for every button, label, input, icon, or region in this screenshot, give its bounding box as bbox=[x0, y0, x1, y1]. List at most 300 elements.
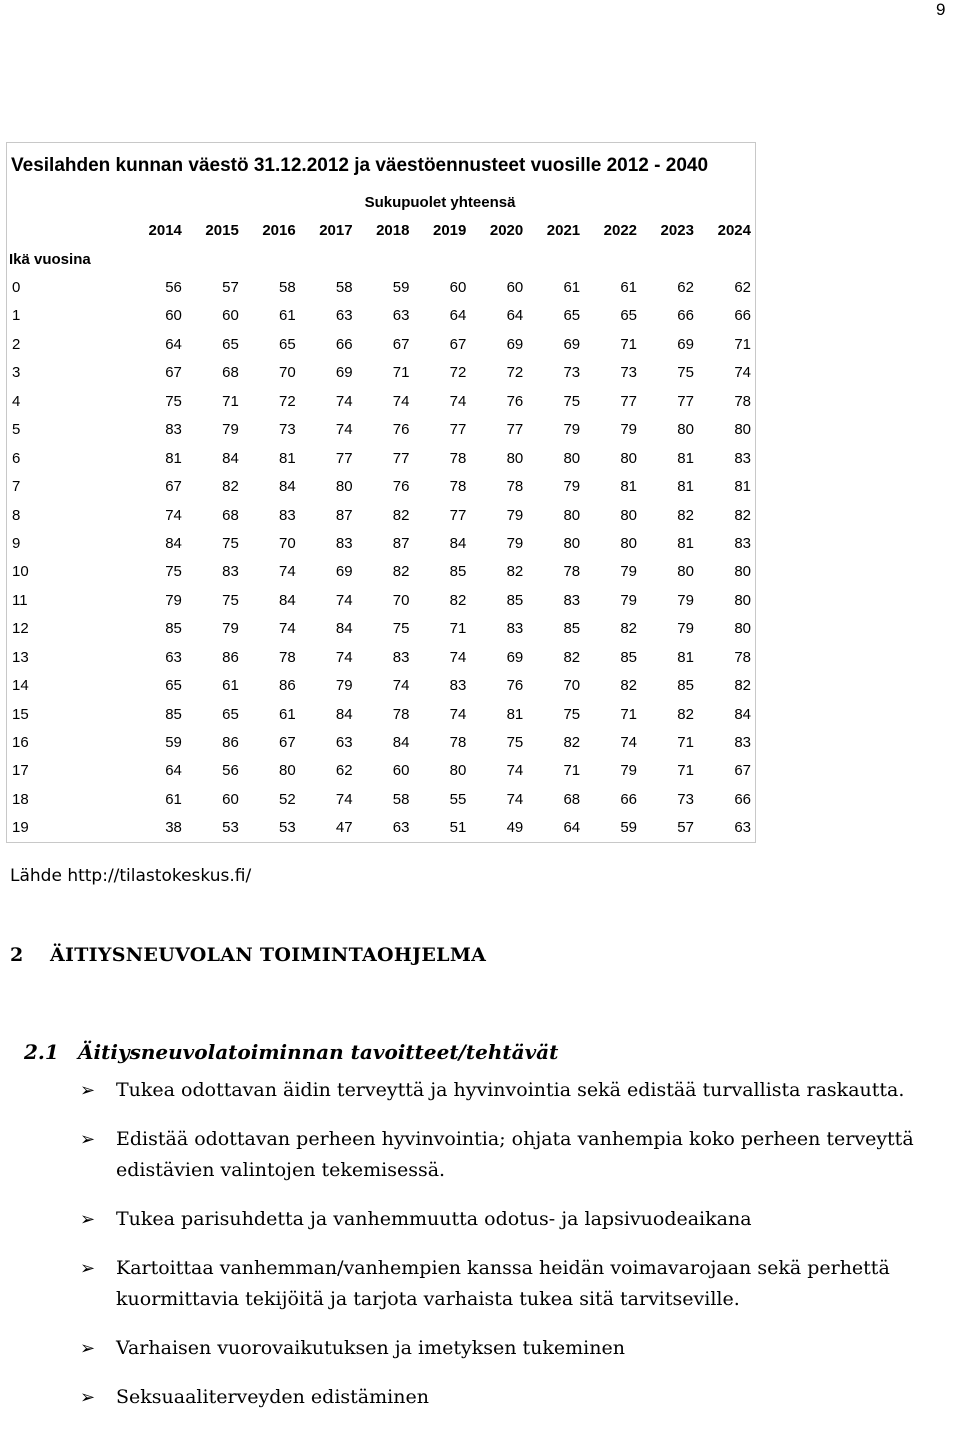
value-cell: 61 bbox=[279, 705, 296, 723]
value-cell: 82 bbox=[563, 648, 581, 666]
value-cell: 85 bbox=[165, 620, 182, 638]
value-cell: 63 bbox=[392, 819, 410, 837]
value-cell: 71 bbox=[620, 705, 638, 723]
value-cell: 79 bbox=[506, 506, 524, 524]
goal-text: Tukea parisuhdetta ja vanhemmuutta odotus- ja lapsivuodeaikana bbox=[116, 1208, 752, 1230]
value-cell: 68 bbox=[222, 506, 239, 524]
table-row bbox=[7, 814, 755, 842]
value-cell: 79 bbox=[620, 591, 638, 609]
value-cell: 59 bbox=[620, 819, 638, 837]
value-cell: 83 bbox=[279, 506, 296, 524]
section-heading bbox=[10, 944, 486, 966]
value-cell: 67 bbox=[449, 335, 467, 353]
value-cell: 61 bbox=[620, 279, 638, 297]
value-cell: 80 bbox=[563, 534, 581, 552]
value-cell: 70 bbox=[563, 677, 581, 695]
value-cell: 80 bbox=[449, 762, 467, 780]
table-row bbox=[7, 273, 755, 301]
value-cell: 82 bbox=[449, 591, 467, 609]
value-cell: 70 bbox=[392, 591, 410, 609]
value-cell: 73 bbox=[563, 364, 581, 382]
value-cell: 58 bbox=[392, 790, 410, 808]
value-cell: 81 bbox=[677, 449, 694, 467]
empty-cell bbox=[357, 245, 414, 273]
value-cell: 71 bbox=[222, 392, 239, 410]
value-cell: 60 bbox=[165, 307, 182, 325]
value-cell: 68 bbox=[222, 364, 239, 382]
empty-cell bbox=[413, 245, 470, 273]
table-row bbox=[7, 643, 755, 671]
value-cell: 84 bbox=[335, 705, 353, 723]
value-cell: 65 bbox=[222, 705, 239, 723]
value-cell: 59 bbox=[392, 279, 410, 297]
goal-item bbox=[80, 1382, 920, 1413]
value-cell: 79 bbox=[222, 620, 239, 638]
arrowhead-bullet-icon: ➢ bbox=[80, 1080, 96, 1101]
table-row bbox=[7, 444, 755, 472]
value-cell: 63 bbox=[392, 307, 410, 325]
value-cell: 77 bbox=[449, 421, 467, 439]
value-cell: 85 bbox=[449, 563, 467, 581]
value-cell: 75 bbox=[222, 591, 239, 609]
value-cell: 62 bbox=[335, 762, 353, 780]
value-cell: 82 bbox=[222, 478, 239, 496]
age-cell: 17 bbox=[12, 762, 29, 780]
population-table bbox=[7, 188, 755, 842]
value-cell: 74 bbox=[335, 392, 353, 410]
value-cell: 65 bbox=[222, 335, 239, 353]
value-cell: 70 bbox=[279, 364, 296, 382]
value-cell: 80 bbox=[734, 620, 751, 638]
value-cell: 63 bbox=[734, 819, 751, 837]
value-cell: 58 bbox=[335, 279, 353, 297]
value-cell: 78 bbox=[279, 648, 296, 666]
age-cell: 18 bbox=[12, 790, 29, 808]
value-cell: 78 bbox=[392, 705, 410, 723]
value-cell: 80 bbox=[620, 449, 638, 467]
arrowhead-bullet-icon: ➢ bbox=[80, 1258, 96, 1279]
value-cell: 67 bbox=[165, 478, 182, 496]
value-cell: 47 bbox=[335, 819, 353, 837]
table-row bbox=[7, 757, 755, 785]
value-cell: 74 bbox=[620, 734, 638, 752]
age-cell: 12 bbox=[12, 620, 29, 638]
value-cell: 78 bbox=[734, 392, 751, 410]
empty-cell bbox=[584, 245, 641, 273]
empty-cell bbox=[186, 245, 243, 273]
arrowhead-bullet-icon: ➢ bbox=[80, 1209, 96, 1230]
age-cell: 10 bbox=[12, 563, 29, 581]
value-cell: 80 bbox=[563, 449, 581, 467]
value-cell: 65 bbox=[165, 677, 182, 695]
year-header: 2021 bbox=[546, 222, 581, 240]
value-cell: 68 bbox=[563, 790, 581, 808]
value-cell: 82 bbox=[677, 705, 694, 723]
value-cell: 74 bbox=[165, 506, 182, 524]
table-title: Vesilahden kunnan väestö 31.12.2012 ja väestöennusteet vuosille 2012 - 2040 bbox=[11, 155, 709, 176]
goal-item bbox=[80, 1124, 920, 1186]
value-cell: 63 bbox=[335, 307, 353, 325]
value-cell: 71 bbox=[620, 335, 638, 353]
value-cell: 60 bbox=[222, 790, 239, 808]
empty-cell bbox=[641, 245, 698, 273]
value-cell: 83 bbox=[449, 677, 467, 695]
age-cell: 19 bbox=[12, 819, 29, 837]
table-row bbox=[7, 785, 755, 813]
value-cell: 81 bbox=[620, 478, 638, 496]
value-cell: 75 bbox=[506, 734, 524, 752]
value-cell: 53 bbox=[222, 819, 239, 837]
value-cell: 73 bbox=[620, 364, 638, 382]
value-cell: 77 bbox=[677, 392, 694, 410]
value-cell: 59 bbox=[165, 734, 182, 752]
value-cell: 81 bbox=[165, 449, 182, 467]
value-cell: 56 bbox=[222, 762, 239, 780]
value-cell: 75 bbox=[392, 620, 410, 638]
table-row bbox=[7, 387, 755, 415]
value-cell: 79 bbox=[677, 620, 694, 638]
value-cell: 83 bbox=[392, 648, 410, 666]
value-cell: 71 bbox=[677, 734, 694, 752]
year-header: 2016 bbox=[262, 222, 296, 240]
value-cell: 63 bbox=[165, 648, 182, 666]
value-cell: 69 bbox=[506, 648, 524, 666]
value-cell: 86 bbox=[222, 734, 239, 752]
table-row bbox=[7, 501, 755, 529]
goal-item bbox=[80, 1075, 920, 1106]
value-cell: 78 bbox=[563, 563, 581, 581]
year-header: 2017 bbox=[319, 222, 353, 240]
value-cell: 74 bbox=[279, 563, 296, 581]
table-row-label-header bbox=[7, 245, 755, 273]
value-cell: 77 bbox=[506, 421, 524, 439]
value-cell: 62 bbox=[734, 279, 751, 297]
value-cell: 65 bbox=[563, 307, 581, 325]
value-cell: 66 bbox=[620, 790, 638, 808]
value-cell: 78 bbox=[449, 478, 467, 496]
goal-text: Tukea odottavan äidin terveyttä ja hyvinvointia sekä edistää turvallista raskautta. bbox=[116, 1079, 905, 1101]
arrowhead-bullet-icon: ➢ bbox=[80, 1129, 96, 1150]
value-cell: 71 bbox=[563, 762, 581, 780]
value-cell: 81 bbox=[677, 478, 694, 496]
page-number: 9 bbox=[936, 0, 946, 19]
group-header: Sukupuolet yhteensä bbox=[364, 193, 516, 211]
value-cell: 79 bbox=[677, 591, 694, 609]
arrowhead-bullet-icon: ➢ bbox=[80, 1387, 96, 1408]
value-cell: 66 bbox=[677, 307, 694, 325]
value-cell: 61 bbox=[222, 677, 239, 695]
value-cell: 74 bbox=[335, 591, 353, 609]
value-cell: 60 bbox=[506, 279, 524, 297]
age-cell: 4 bbox=[12, 392, 21, 410]
value-cell: 66 bbox=[734, 307, 751, 325]
table-row bbox=[7, 586, 755, 614]
value-cell: 64 bbox=[165, 335, 182, 353]
value-cell: 66 bbox=[335, 335, 353, 353]
value-cell: 82 bbox=[392, 563, 410, 581]
value-cell: 72 bbox=[506, 364, 524, 382]
value-cell: 83 bbox=[222, 563, 239, 581]
value-cell: 65 bbox=[620, 307, 638, 325]
goals-list bbox=[80, 1075, 920, 1413]
age-cell: 9 bbox=[12, 534, 21, 552]
value-cell: 49 bbox=[506, 819, 524, 837]
table-row bbox=[7, 700, 755, 728]
value-cell: 80 bbox=[279, 762, 296, 780]
age-cell: 11 bbox=[12, 591, 28, 609]
value-cell: 74 bbox=[734, 364, 751, 382]
value-cell: 72 bbox=[279, 392, 296, 410]
value-cell: 55 bbox=[449, 790, 467, 808]
value-cell: 77 bbox=[449, 506, 467, 524]
age-cell: 1 bbox=[12, 307, 21, 325]
table-row bbox=[7, 615, 755, 643]
value-cell: 75 bbox=[165, 392, 182, 410]
year-header: 2015 bbox=[205, 222, 239, 240]
value-cell: 82 bbox=[563, 734, 581, 752]
value-cell: 81 bbox=[677, 648, 694, 666]
value-cell: 83 bbox=[734, 534, 751, 552]
value-cell: 76 bbox=[506, 392, 524, 410]
value-cell: 82 bbox=[677, 506, 694, 524]
value-cell: 80 bbox=[734, 421, 751, 439]
value-cell: 84 bbox=[449, 534, 467, 552]
value-cell: 83 bbox=[165, 421, 182, 439]
value-cell: 74 bbox=[392, 677, 410, 695]
goal-item bbox=[80, 1333, 920, 1364]
value-cell: 70 bbox=[279, 534, 296, 552]
value-cell: 84 bbox=[392, 734, 410, 752]
value-cell: 69 bbox=[335, 563, 353, 581]
value-cell: 56 bbox=[165, 279, 182, 297]
value-cell: 67 bbox=[734, 762, 751, 780]
age-cell: 3 bbox=[12, 364, 21, 382]
age-cell: 14 bbox=[12, 677, 29, 695]
value-cell: 61 bbox=[279, 307, 296, 325]
value-cell: 83 bbox=[335, 534, 353, 552]
value-cell: 84 bbox=[734, 705, 751, 723]
value-cell: 72 bbox=[449, 364, 467, 382]
age-cell: 0 bbox=[12, 279, 21, 297]
value-cell: 57 bbox=[677, 819, 694, 837]
value-cell: 78 bbox=[449, 449, 467, 467]
value-cell: 73 bbox=[677, 790, 694, 808]
table-row bbox=[7, 671, 755, 699]
value-cell: 79 bbox=[165, 591, 182, 609]
value-cell: 81 bbox=[279, 449, 296, 467]
year-header: 2018 bbox=[376, 222, 410, 240]
goal-text: Edistää odottavan perheen hyvinvointia; ohjata vanhempia koko perheen terveyttä edistävien valintojen tekemisessä. bbox=[116, 1128, 914, 1181]
value-cell: 76 bbox=[506, 677, 524, 695]
value-cell: 79 bbox=[620, 421, 638, 439]
value-cell: 67 bbox=[392, 335, 410, 353]
value-cell: 53 bbox=[279, 819, 296, 837]
value-cell: 71 bbox=[734, 335, 751, 353]
value-cell: 60 bbox=[222, 307, 239, 325]
year-header: 2019 bbox=[432, 222, 467, 240]
value-cell: 74 bbox=[335, 648, 353, 666]
empty-cell bbox=[129, 245, 186, 273]
age-cell: 8 bbox=[12, 506, 21, 524]
value-cell: 86 bbox=[222, 648, 239, 666]
value-cell: 75 bbox=[222, 534, 239, 552]
row-header-label: Ikä vuosina bbox=[9, 250, 91, 268]
value-cell: 82 bbox=[392, 506, 410, 524]
value-cell: 63 bbox=[335, 734, 353, 752]
table-row bbox=[7, 472, 755, 500]
value-cell: 64 bbox=[563, 819, 581, 837]
value-cell: 75 bbox=[563, 705, 581, 723]
value-cell: 81 bbox=[734, 478, 751, 496]
value-cell: 83 bbox=[734, 449, 751, 467]
empty-cell bbox=[7, 188, 129, 216]
age-cell: 13 bbox=[12, 648, 29, 666]
value-cell: 85 bbox=[506, 591, 524, 609]
value-cell: 77 bbox=[620, 392, 638, 410]
value-cell: 79 bbox=[563, 421, 581, 439]
value-cell: 71 bbox=[392, 364, 410, 382]
value-cell: 80 bbox=[506, 449, 524, 467]
age-cell: 7 bbox=[12, 478, 21, 496]
value-cell: 78 bbox=[506, 478, 524, 496]
value-cell: 84 bbox=[279, 591, 296, 609]
empty-cell bbox=[527, 245, 584, 273]
value-cell: 61 bbox=[165, 790, 182, 808]
value-cell: 76 bbox=[392, 421, 410, 439]
goal-text: Varhaisen vuorovaikutuksen ja imetyksen tukeminen bbox=[116, 1337, 625, 1359]
value-cell: 64 bbox=[165, 762, 182, 780]
age-cell: 5 bbox=[12, 421, 21, 439]
value-cell: 85 bbox=[563, 620, 581, 638]
subsection-heading bbox=[24, 1040, 558, 1064]
empty-cell bbox=[698, 245, 755, 273]
value-cell: 65 bbox=[279, 335, 296, 353]
value-cell: 79 bbox=[620, 762, 638, 780]
value-cell: 57 bbox=[222, 279, 239, 297]
value-cell: 80 bbox=[563, 506, 581, 524]
value-cell: 74 bbox=[506, 790, 524, 808]
table-row bbox=[7, 359, 755, 387]
age-cell: 2 bbox=[12, 335, 21, 353]
value-cell: 78 bbox=[734, 648, 751, 666]
empty-cell bbox=[7, 216, 129, 244]
value-cell: 82 bbox=[620, 677, 638, 695]
empty-cell bbox=[470, 245, 527, 273]
value-cell: 82 bbox=[734, 677, 751, 695]
value-cell: 74 bbox=[392, 392, 410, 410]
value-cell: 87 bbox=[335, 506, 353, 524]
value-cell: 74 bbox=[279, 620, 296, 638]
goal-item bbox=[80, 1204, 920, 1235]
goal-text: Kartoittaa vanhemman/vanhempien kanssa heidän voimavarojaan sekä perhettä kuormittavia tekijöitä ja tarjota varhaista tukea sitä tarvitseville. bbox=[116, 1257, 890, 1310]
value-cell: 83 bbox=[734, 734, 751, 752]
value-cell: 79 bbox=[563, 478, 581, 496]
value-cell: 74 bbox=[449, 648, 467, 666]
value-cell: 85 bbox=[620, 648, 638, 666]
value-cell: 74 bbox=[449, 392, 467, 410]
empty-cell bbox=[300, 245, 357, 273]
value-cell: 80 bbox=[734, 563, 751, 581]
value-cell: 82 bbox=[620, 620, 638, 638]
age-cell: 16 bbox=[12, 734, 29, 752]
value-cell: 80 bbox=[335, 478, 353, 496]
value-cell: 52 bbox=[279, 790, 296, 808]
value-cell: 60 bbox=[392, 762, 410, 780]
age-cell: 15 bbox=[12, 705, 29, 723]
year-header: 2023 bbox=[660, 222, 694, 240]
value-cell: 75 bbox=[563, 392, 581, 410]
population-table-block bbox=[6, 142, 756, 843]
goal-item bbox=[80, 1253, 920, 1315]
value-cell: 73 bbox=[279, 421, 296, 439]
table-row bbox=[7, 416, 755, 444]
value-cell: 84 bbox=[279, 478, 296, 496]
value-cell: 69 bbox=[563, 335, 581, 353]
value-cell: 64 bbox=[449, 307, 467, 325]
value-cell: 82 bbox=[506, 563, 524, 581]
subsection-title: Äitiysneuvolatoiminnan tavoitteet/tehtävät bbox=[78, 1040, 559, 1064]
value-cell: 83 bbox=[563, 591, 581, 609]
table-year-header-row bbox=[7, 216, 755, 244]
table-group-header-row bbox=[7, 188, 755, 216]
goal-text: Seksuaaliterveyden edistäminen bbox=[116, 1386, 429, 1408]
value-cell: 79 bbox=[335, 677, 353, 695]
value-cell: 77 bbox=[335, 449, 353, 467]
value-cell: 79 bbox=[222, 421, 239, 439]
value-cell: 62 bbox=[677, 279, 694, 297]
value-cell: 79 bbox=[620, 563, 638, 581]
value-cell: 82 bbox=[734, 506, 751, 524]
value-cell: 78 bbox=[449, 734, 467, 752]
year-header: 2022 bbox=[603, 222, 638, 240]
value-cell: 74 bbox=[335, 790, 353, 808]
section-number: 2 bbox=[10, 944, 24, 966]
value-cell: 51 bbox=[449, 819, 467, 837]
value-cell: 69 bbox=[677, 335, 694, 353]
value-cell: 76 bbox=[392, 478, 410, 496]
value-cell: 69 bbox=[506, 335, 524, 353]
value-cell: 74 bbox=[335, 421, 353, 439]
value-cell: 75 bbox=[677, 364, 694, 382]
value-cell: 80 bbox=[677, 421, 694, 439]
value-cell: 71 bbox=[449, 620, 467, 638]
value-cell: 71 bbox=[677, 762, 694, 780]
value-cell: 77 bbox=[392, 449, 410, 467]
value-cell: 60 bbox=[449, 279, 467, 297]
year-header: 2024 bbox=[717, 222, 751, 240]
value-cell: 80 bbox=[620, 506, 638, 524]
age-cell: 6 bbox=[12, 449, 21, 467]
table-row bbox=[7, 529, 755, 557]
section-title: ÄITIYSNEUVOLAN TOIMINTAOHJELMA bbox=[50, 944, 487, 966]
value-cell: 80 bbox=[677, 563, 694, 581]
value-cell: 80 bbox=[734, 591, 751, 609]
value-cell: 67 bbox=[279, 734, 296, 752]
value-cell: 38 bbox=[165, 819, 182, 837]
year-header: 2014 bbox=[148, 222, 182, 240]
value-cell: 66 bbox=[734, 790, 751, 808]
arrowhead-bullet-icon: ➢ bbox=[80, 1338, 96, 1359]
value-cell: 86 bbox=[279, 677, 296, 695]
value-cell: 83 bbox=[506, 620, 524, 638]
subsection-number: 2.1 bbox=[24, 1040, 59, 1064]
value-cell: 58 bbox=[279, 279, 296, 297]
value-cell: 64 bbox=[506, 307, 524, 325]
value-cell: 81 bbox=[677, 534, 694, 552]
value-cell: 75 bbox=[165, 563, 182, 581]
year-header: 2020 bbox=[489, 222, 524, 240]
value-cell: 84 bbox=[165, 534, 182, 552]
